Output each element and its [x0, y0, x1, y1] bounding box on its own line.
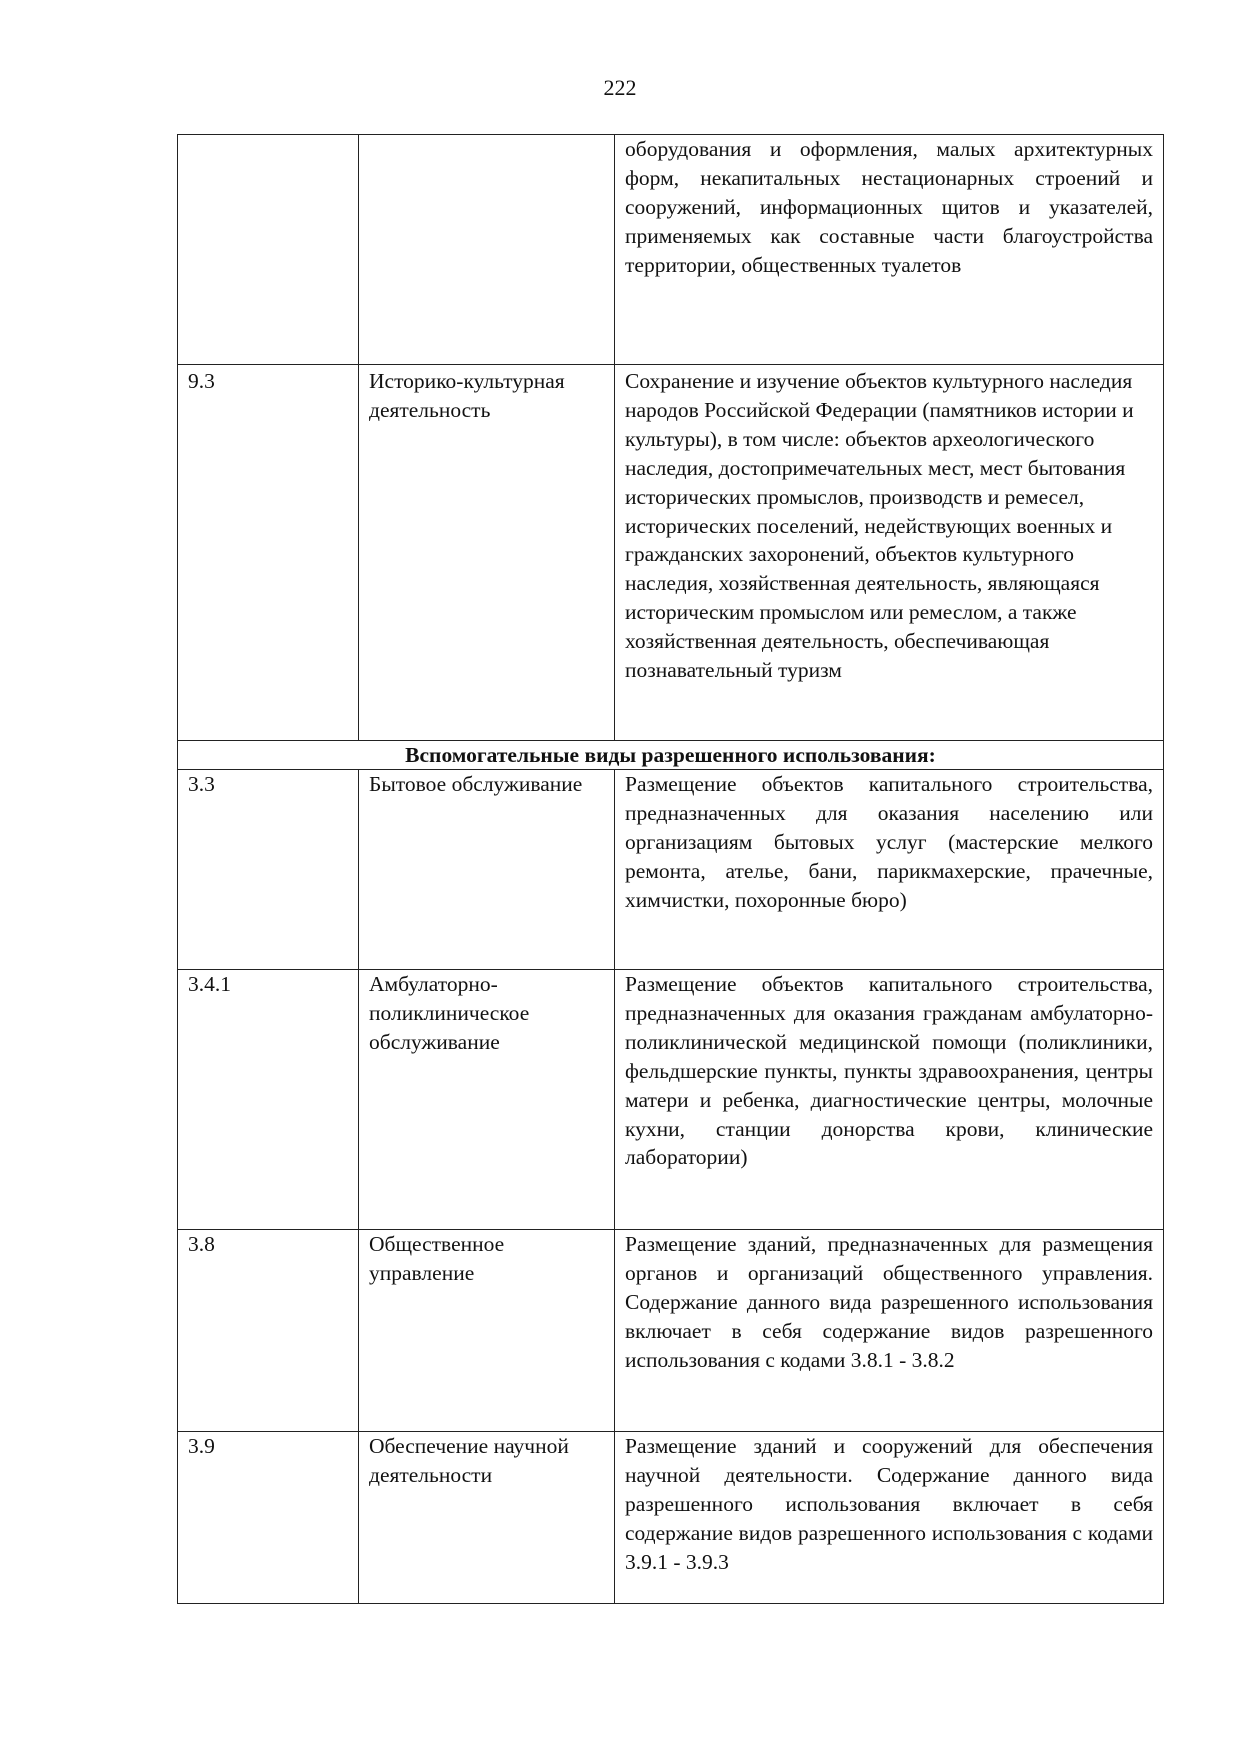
table-row	[178, 970, 1164, 1230]
name-cell: Бытовое обслуживание	[359, 770, 615, 970]
code-cell: 3.3	[178, 770, 359, 970]
code-cell: 9.3	[178, 365, 359, 741]
section-header-row	[178, 741, 1164, 770]
name-cell: Общественное управление	[359, 1230, 615, 1432]
description-cell: Размещение зданий и сооружений для обеспечения научной деятельности. Содержание данного вида разрешенного использования включает в себя содержание видов разрешенного использования с кодами 3.9.1 - 3.9.3	[615, 1432, 1164, 1604]
description-cell: Размещение объектов капитального строительства, предназначенных для оказания гражданам амбулаторно-поликлинической медицинской помощи (поликлиники, фельдшерские пункты, пункты здравоохранения, центры матери и ребенка, диагностические центры, молочные кухни, станции донорства крови, клинические лаборатории)	[615, 970, 1164, 1230]
code-cell: 3.4.1	[178, 970, 359, 1230]
code-cell: 3.9	[178, 1432, 359, 1604]
name-cell: Обеспечение научной деятельности	[359, 1432, 615, 1604]
table-row	[178, 1230, 1164, 1432]
description-cell: Размещение зданий, предназначенных для размещения органов и организаций общественного управления. Содержание данного вида разрешенного использования включает в себя содержание видов разрешенного использования с кодами 3.8.1 - 3.8.2	[615, 1230, 1164, 1432]
description-cell: оборудования и оформления, малых архитектурных форм, некапитальных нестационарных строений и сооружений, информационных щитов и указателей, применяемых как составные части благоустройства территории, общественных туалетов	[615, 135, 1164, 365]
land-use-table	[177, 134, 1164, 1604]
code-cell	[178, 135, 359, 365]
name-cell: Амбулаторно-поликлиническое обслуживание	[359, 970, 615, 1230]
page-number: 222	[603, 75, 637, 100]
description-cell: Сохранение и изучение объектов культурного наследия народов Российской Федерации (памятников истории и культуры), в том числе: объектов археологического наследия, достопримечательных мест, мест бытования исторических промыслов, производств и ремесел, исторических поселений, недействующих военных и гражданских захоронений, объектов культурного наследия, хозяйственная деятельность, являющаяся историческим промыслом или ремеслом, а также хозяйственная деятельность, обеспечивающая познавательный туризм	[615, 365, 1164, 741]
table-row	[178, 1432, 1164, 1604]
table-row	[178, 365, 1164, 741]
name-cell	[359, 135, 615, 365]
code-cell: 3.8	[178, 1230, 359, 1432]
description-cell: Размещение объектов капитального строительства, предназначенных для оказания населению или организациям бытовых услуг (мастерские мелкого ремонта, ателье, бани, парикмахерские, прачечные, химчистки, похоронные бюро)	[615, 770, 1164, 970]
name-cell: Историко-культурная деятельность	[359, 365, 615, 741]
table-row	[178, 770, 1164, 970]
table-row	[178, 135, 1164, 365]
section-header: Вспомогательные виды разрешенного использования:	[178, 741, 1164, 770]
